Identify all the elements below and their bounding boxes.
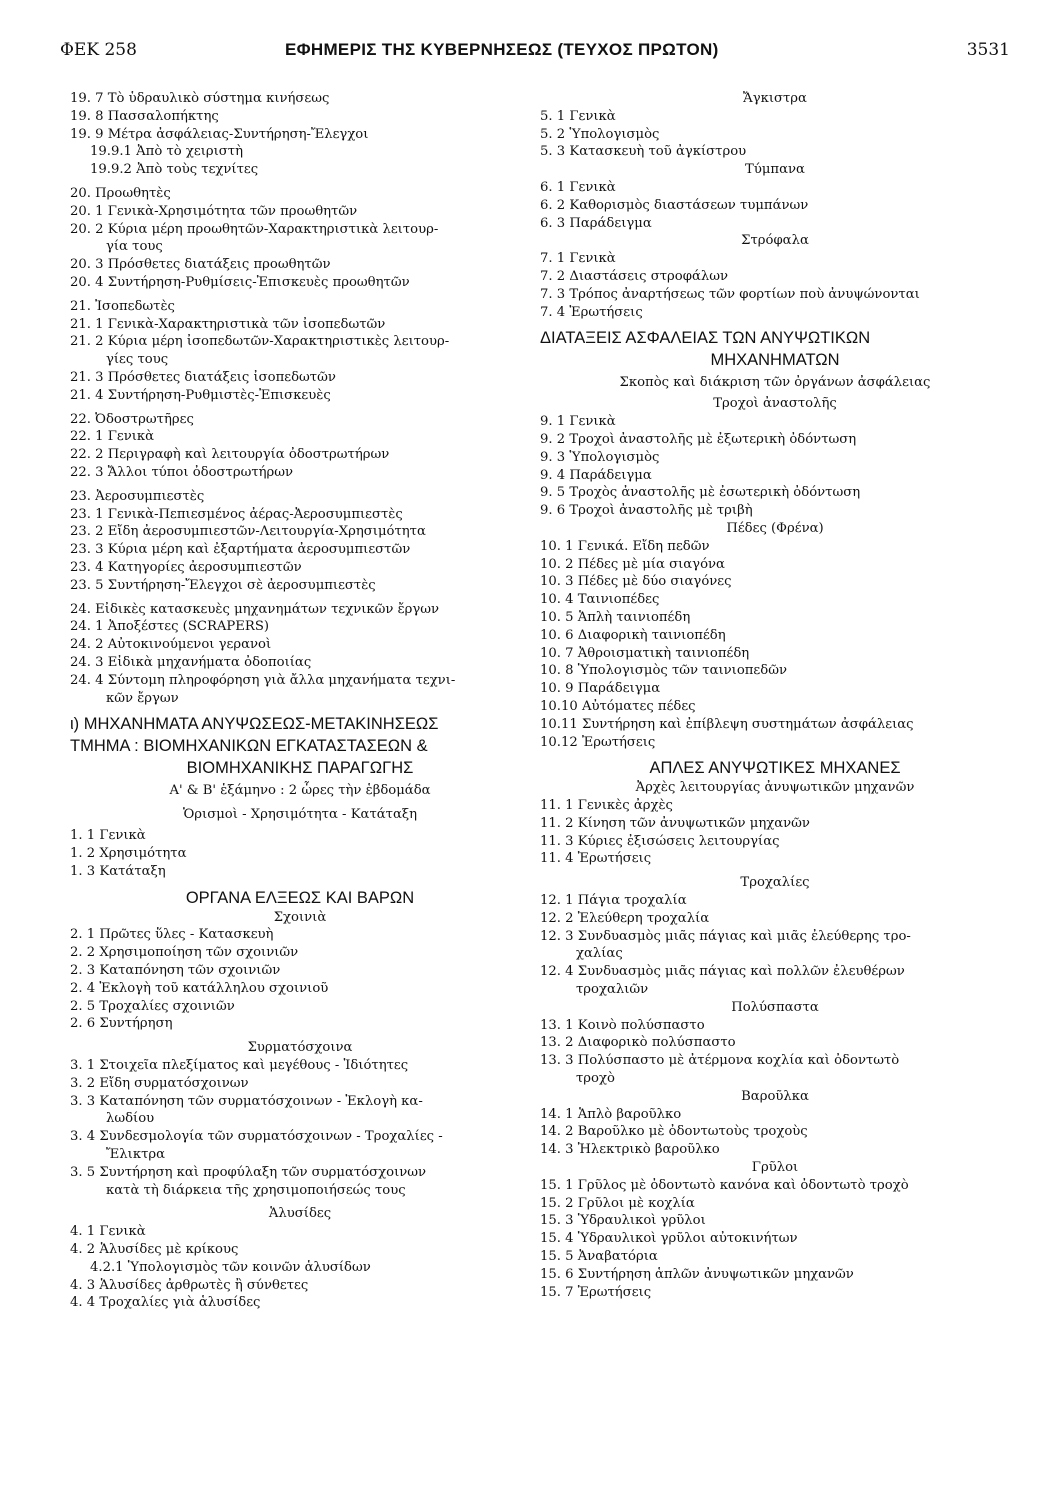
- list-item: 13. 2 Διαφορικὸ πολύσπαστο: [540, 1035, 736, 1051]
- list-item: 11. 4 Ἐρωτήσεις: [540, 851, 652, 867]
- list-item: 12. 1 Πάγια τροχαλία: [540, 893, 687, 909]
- list-item: τροχαλιῶν: [576, 982, 649, 998]
- left-column: [70, 90, 530, 1312]
- list-item: 21. Ἰσοπεδωτὲς: [70, 298, 175, 314]
- list-item: 2. 2 Χρησιμοποίηση τῶν σχοινιῶν: [70, 945, 299, 961]
- list-item: 4. 2 Ἁλυσίδες μὲ κρίκους: [70, 1242, 239, 1258]
- list-item: 12. 2 Ἐλεύθερη τροχαλία: [540, 910, 710, 926]
- list-item: 13. 3 Πολύσπαστο μὲ ἀτέρμονα κοχλία καὶ ὀδοντωτὸ: [540, 1053, 900, 1069]
- list-item: 4. 1 Γενικὰ: [70, 1224, 146, 1240]
- list-item: 22. Ὀδοστρωτῆρες: [70, 411, 194, 427]
- subsection-title: Ἄγκιστρα: [743, 91, 807, 106]
- list-item: 14. 2 Βαροῦλκο μὲ ὀδοντωτοὺς τροχοὺς: [540, 1124, 808, 1140]
- list-item: 10. 1 Γενικά. Εἴδη πεδῶν: [540, 538, 710, 554]
- section-heading: ι) ΜΗΧΑΝΗΜΑΤΑ ΑΝΥΨΩΣΕΩΣ-ΜΕΤΑΚΙΝΗΣΕΩΣ: [70, 715, 439, 734]
- list-item: 1. 3 Κατάταξη: [70, 863, 166, 879]
- list-item: 24. 1 Ἀποξέστες (SCRAPERS): [70, 619, 270, 635]
- list-item: 4.2.1 Ὑπολογισμὸς τῶν κοινῶν ἁλυσίδων: [90, 1259, 371, 1275]
- list-item: 20. Προωθητὲς: [70, 185, 171, 201]
- list-item: 3. 5 Συντήρηση καὶ προφύλαξη τῶν συρματόσχοινων: [70, 1164, 427, 1180]
- list-item: 13. 1 Κοινὸ πολύσπαστο: [540, 1017, 705, 1033]
- list-item: 2. 4 Ἐκλογὴ τοῦ κατάλληλου σχοινιοῦ: [70, 980, 329, 996]
- list-item: 15. 6 Συντήρηση ἁπλῶν ἀνυψωτικῶν μηχανῶν: [540, 1266, 854, 1282]
- list-item: 24. Εἰδικὲς κατασκευὲς μηχανημάτων τεχνικῶν ἔργων: [70, 601, 440, 617]
- list-item: 11. 2 Κίνηση τῶν ἀνυψωτικῶν μηχανῶν: [540, 815, 810, 831]
- list-item: 20. 4 Συντήρηση-Ρυθμίσεις-Ἐπισκευὲς προωθητῶν: [70, 274, 410, 290]
- list-item: 1. 1 Γενικὰ: [70, 828, 146, 844]
- list-item: 21. 4 Συντήρηση-Ρυθμιστὲς-Ἐπισκευὲς: [70, 387, 331, 403]
- subsection-title: Ἀρχὲς λειτουργίας ἀνυψωτικῶν μηχανῶν: [635, 780, 915, 796]
- list-item: 22. 2 Περιγραφὴ καὶ λειτουργία ὀδοστρωτήρων: [70, 447, 390, 463]
- list-item: 10. 9 Παράδειγμα: [540, 681, 661, 697]
- section-heading: ΔΙΑΤΑΞΕΙΣ ΑΣΦΑΛΕΙΑΣ ΤΩΝ ΑΝΥΨΩΤΙΚΩΝ: [540, 329, 871, 348]
- list-item: 10. 6 Διαφορικὴ ταινιοπέδη: [540, 627, 726, 643]
- list-item: 21. 2 Κύρια μέρη ἰσοπεδωτῶν-Χαρακτηριστικὲς λειτουρ-: [70, 334, 450, 350]
- list-item: 20. 3 Πρόσθετες διατάξεις προωθητῶν: [70, 257, 331, 273]
- list-item: 5. 1 Γενικὰ: [540, 108, 616, 124]
- subsection-title: Πέδες (Φρένα): [726, 520, 824, 536]
- list-item: 2. 1 Πρῶτες ὕλες - Κατασκευὴ: [70, 927, 274, 943]
- list-item: 11. 3 Κύριες ἐξισώσεις λειτουργίας: [540, 833, 780, 849]
- list-item: 15. 5 Ἀναβατόρια: [540, 1249, 658, 1265]
- list-item: χαλίας: [576, 946, 623, 962]
- list-item: 3. 4 Συνδεσμολογία τῶν συρματόσχοινων - Τροχαλίες -: [70, 1129, 443, 1145]
- list-item: 15. 4 Ὑδραυλικοὶ γρῦλοι αὐτοκινήτων: [540, 1231, 798, 1247]
- list-item: 24. 4 Σύντομη πληροφόρηση γιὰ ἄλλα μηχανήματα τεχνι-: [70, 672, 456, 688]
- list-item: 9. 5 Τροχὸς ἀναστολῆς μὲ ἐσωτερικὴ ὀδόντωση: [540, 485, 861, 501]
- list-item: 10. 4 Ταινιοπέδες: [540, 592, 660, 608]
- list-item: 24. 2 Αὐτοκινούμενοι γερανοὶ: [70, 637, 272, 653]
- list-item: 11. 1 Γενικὲς ἀρχὲς: [540, 798, 673, 814]
- subsection-title: Σχοινιὰ: [273, 909, 327, 925]
- list-item: 10.11 Συντήρηση καὶ ἐπίβλεψη συστημάτων ἀσφάλειας: [540, 716, 914, 732]
- list-item: 12. 4 Συνδυασμὸς μιᾶς πάγιας καὶ πολλῶν ἐλευθέρων: [540, 964, 905, 980]
- subsection-title: Τροχοὶ ἀναστολῆς: [713, 396, 837, 412]
- list-item: 2. 3 Καταπόνηση τῶν σχοινιῶν: [70, 963, 281, 979]
- list-item: 9. 2 Τροχοὶ ἀναστολῆς μὲ ἐξωτερικὴ ὀδόντωση: [540, 431, 857, 447]
- subsection-title: Σκοπὸς καὶ διάκριση τῶν ὀργάνων ἀσφάλειας: [619, 375, 931, 391]
- list-item: 23. Ἀεροσυμπιεστὲς: [70, 488, 205, 504]
- schedule-note: Α' & Β' ἑξάμηνο : 2 ὧρες τὴν ἑβδομάδα: [169, 783, 431, 799]
- list-item: 23. 4 Κατηγορίες ἀεροσυμπιεστῶν: [70, 559, 302, 575]
- list-item: γία τους: [106, 239, 163, 255]
- list-item: 19. 9 Μέτρα ἀσφάλειας-Συντήρηση-Ἔλεγχοι: [70, 126, 369, 142]
- list-item: 15. 7 Ἐρωτήσεις: [540, 1284, 652, 1300]
- subsection-title: Τροχαλίες: [740, 875, 810, 891]
- section-heading: ΤΜΗΜΑ : ΒΙΟΜΗΧΑΝΙΚΩΝ ΕΓΚΑΤΑΣΤΑΣΕΩΝ &: [70, 737, 428, 756]
- list-item: λωδίου: [106, 1111, 155, 1127]
- list-item: 24. 3 Εἰδικὰ μηχανήματα ὀδοποιίας: [70, 654, 312, 670]
- list-item: 10.10 Αὐτόματες πέδες: [540, 698, 696, 714]
- list-item: 21. 3 Πρόσθετες διατάξεις ἰσοπεδωτῶν: [70, 369, 336, 385]
- list-item: 7. 1 Γενικὰ: [540, 251, 616, 267]
- list-item: 6. 1 Γενικὰ: [540, 179, 616, 195]
- list-item: 20. 1 Γενικὰ-Χρησιμότητα τῶν προωθητῶν: [70, 203, 358, 219]
- list-item: 10.12 Ἐρωτήσεις: [540, 734, 656, 750]
- list-item: 21. 1 Γενικὰ-Χαρακτηριστικὰ τῶν ἰσοπεδωτῶν: [70, 316, 386, 332]
- list-item: 14. 3 Ἠλεκτρικὸ βαροῦλκο: [540, 1142, 720, 1158]
- list-item: 23. 1 Γενικὰ-Πεπιεσμένος ἀέρας-Ἀεροσυμπιεστὲς: [70, 506, 403, 522]
- list-item: 9. 1 Γενικὰ: [540, 414, 616, 430]
- right-column: [540, 90, 1010, 1301]
- list-item: 3. 3 Καταπόνηση τῶν συρματόσχοινων - Ἐκλογὴ κα-: [70, 1093, 423, 1109]
- list-item: τροχὸ: [576, 1071, 615, 1087]
- list-item: 1. 2 Χρησιμότητα: [70, 846, 187, 862]
- list-item: 23. 2 Εἴδη ἀεροσυμπιεστῶν-Λειτουργία-Χρησιμότητα: [70, 524, 426, 540]
- list-item: 10. 3 Πέδες μὲ δύο σιαγόνες: [540, 574, 732, 590]
- gazette-title: ΕΦΗΜΕΡΙΣ ΤΗΣ ΚΥΒΕΡΝΗΣΕΩΣ (ΤΕΥΧΟΣ ΠΡΩΤΟΝ): [285, 40, 719, 59]
- page-number: 3531: [966, 40, 1010, 60]
- list-item: 22. 1 Γενικὰ: [70, 429, 155, 445]
- list-item: 2. 5 Τροχαλίες σχοινιῶν: [70, 998, 235, 1014]
- list-item: 14. 1 Ἁπλὸ βαροῦλκο: [540, 1106, 682, 1122]
- section-heading: ΜΗΧΑΝΗΜΑΤΩΝ: [710, 351, 840, 370]
- list-item: 3. 2 Εἴδη συρματόσχοινων: [70, 1075, 249, 1091]
- list-item: 7. 2 Διαστάσεις στροφάλων: [540, 268, 728, 284]
- list-item: κατὰ τὴ διάρκεια τῆς χρησιμοποιήσεώς τους: [106, 1182, 406, 1198]
- subsection-title: Ἁλυσίδες: [268, 1206, 332, 1222]
- list-item: 23. 3 Κύρια μέρη καὶ ἐξαρτήματα ἀεροσυμπιεστῶν: [70, 542, 411, 558]
- section-heading: ΒΙΟΜΗΧΑΝΙΚΗΣ ΠΑΡΑΓΩΓΗΣ: [186, 759, 414, 778]
- list-item: 15. 3 Ὑδραυλικοὶ γρῦλοι: [540, 1213, 706, 1229]
- list-item: 10. 8 Ὑπολογισμὸς τῶν ταινιοπεδῶν: [540, 663, 787, 679]
- list-item: 5. 3 Κατασκευὴ τοῦ ἀγκίστρου: [540, 144, 747, 160]
- list-item: 3. 1 Στοιχεῖα πλεξίματος καὶ μεγέθους - Ἰδιότητες: [70, 1058, 409, 1074]
- section-heading: ΑΠΛΕΣ ΑΝΥΨΩΤΙΚΕΣ ΜΗΧΑΝΕΣ: [649, 759, 901, 778]
- list-item: 4. 4 Τροχαλίες γιὰ ἁλυσίδες: [70, 1295, 261, 1311]
- gazette-issue-number: ΦΕΚ 258: [60, 40, 137, 60]
- list-item: 4. 3 Ἁλυσίδες ἀρθρωτὲς ἢ σύνθετες: [70, 1277, 309, 1293]
- subsection-title: Πολύσπαστα: [731, 999, 819, 1015]
- page-header: [60, 40, 1010, 68]
- list-item: 7. 3 Τρόπος ἀναρτήσεως τῶν φορτίων ποὺ ἀνυψώνονται: [540, 286, 920, 302]
- section-heading: ΟΡΓΑΝΑ ΕΛΞΕΩΣ ΚΑΙ ΒΑΡΩΝ: [185, 888, 415, 907]
- list-item: 12. 3 Συνδυασμὸς μιᾶς πάγιας καὶ μιᾶς ἐλεύθερης τρο-: [540, 928, 911, 944]
- list-item: Ἔλικτρα: [106, 1147, 166, 1163]
- list-item: 7. 4 Ἐρωτήσεις: [540, 304, 643, 320]
- list-item: 15. 2 Γρῦλοι μὲ κοχλία: [540, 1195, 695, 1211]
- list-item: 6. 3 Παράδειγμα: [540, 215, 652, 231]
- list-item: 9. 4 Παράδειγμα: [540, 467, 652, 483]
- list-item: 23. 5 Συντήρηση-Ἔλεγχοι σὲ ἀεροσυμπιεστὲς: [70, 577, 376, 593]
- subsection-title: Ὁρισμοὶ - Χρησιμότητα - Κατάταξη: [182, 807, 418, 823]
- list-item: 9. 3 Ὑπολογισμὸς: [540, 449, 660, 465]
- list-item: 15. 1 Γρῦλος μὲ ὀδοντωτὸ κανόνα καὶ ὀδοντωτὸ τροχὸ: [540, 1177, 909, 1193]
- list-item: 6. 2 Καθορισμὸς διαστάσεων τυμπάνων: [540, 197, 809, 213]
- list-item: 19. 8 Πασσαλοπήκτης: [70, 108, 219, 124]
- subsection-title: Στρόφαλα: [741, 233, 809, 249]
- list-item: κῶν ἔργων: [106, 690, 179, 706]
- list-item: γίες τους: [106, 352, 169, 368]
- list-item: 19.9.1 Ἀπὸ τὸ χειριστὴ: [90, 144, 244, 160]
- list-item: 22. 3 Ἄλλοι τύποι ὀδοστρωτήρων: [70, 464, 294, 480]
- list-item: 2. 6 Συντήρηση: [70, 1016, 173, 1032]
- subsection-title: Συρματόσχοινα: [247, 1040, 353, 1056]
- list-item: 19. 7 Τὸ ὑδραυλικὸ σύστημα κινήσεως: [70, 91, 330, 106]
- subsection-title: Τύμπανα: [745, 162, 805, 178]
- list-item: 9. 6 Τροχοὶ ἀναστολῆς μὲ τριβὴ: [540, 503, 753, 519]
- subsection-title: Γρῦλοι: [751, 1160, 799, 1176]
- list-item: 5. 2 Ὑπολογισμὸς: [540, 126, 660, 142]
- list-item: 19.9.2 Ἀπὸ τοὺς τεχνίτες: [90, 162, 259, 178]
- list-item: 10. 2 Πέδες μὲ μία σιαγόνα: [540, 556, 725, 572]
- list-item: 10. 5 Ἁπλὴ ταινιοπέδη: [540, 609, 691, 625]
- subsection-title: Βαροῦλκα: [741, 1088, 809, 1104]
- list-item: 20. 2 Κύρια μέρη προωθητῶν-Χαρακτηριστικὰ λειτουρ-: [70, 221, 439, 237]
- list-item: 10. 7 Ἀθροισματικὴ ταινιοπέδη: [540, 645, 750, 661]
